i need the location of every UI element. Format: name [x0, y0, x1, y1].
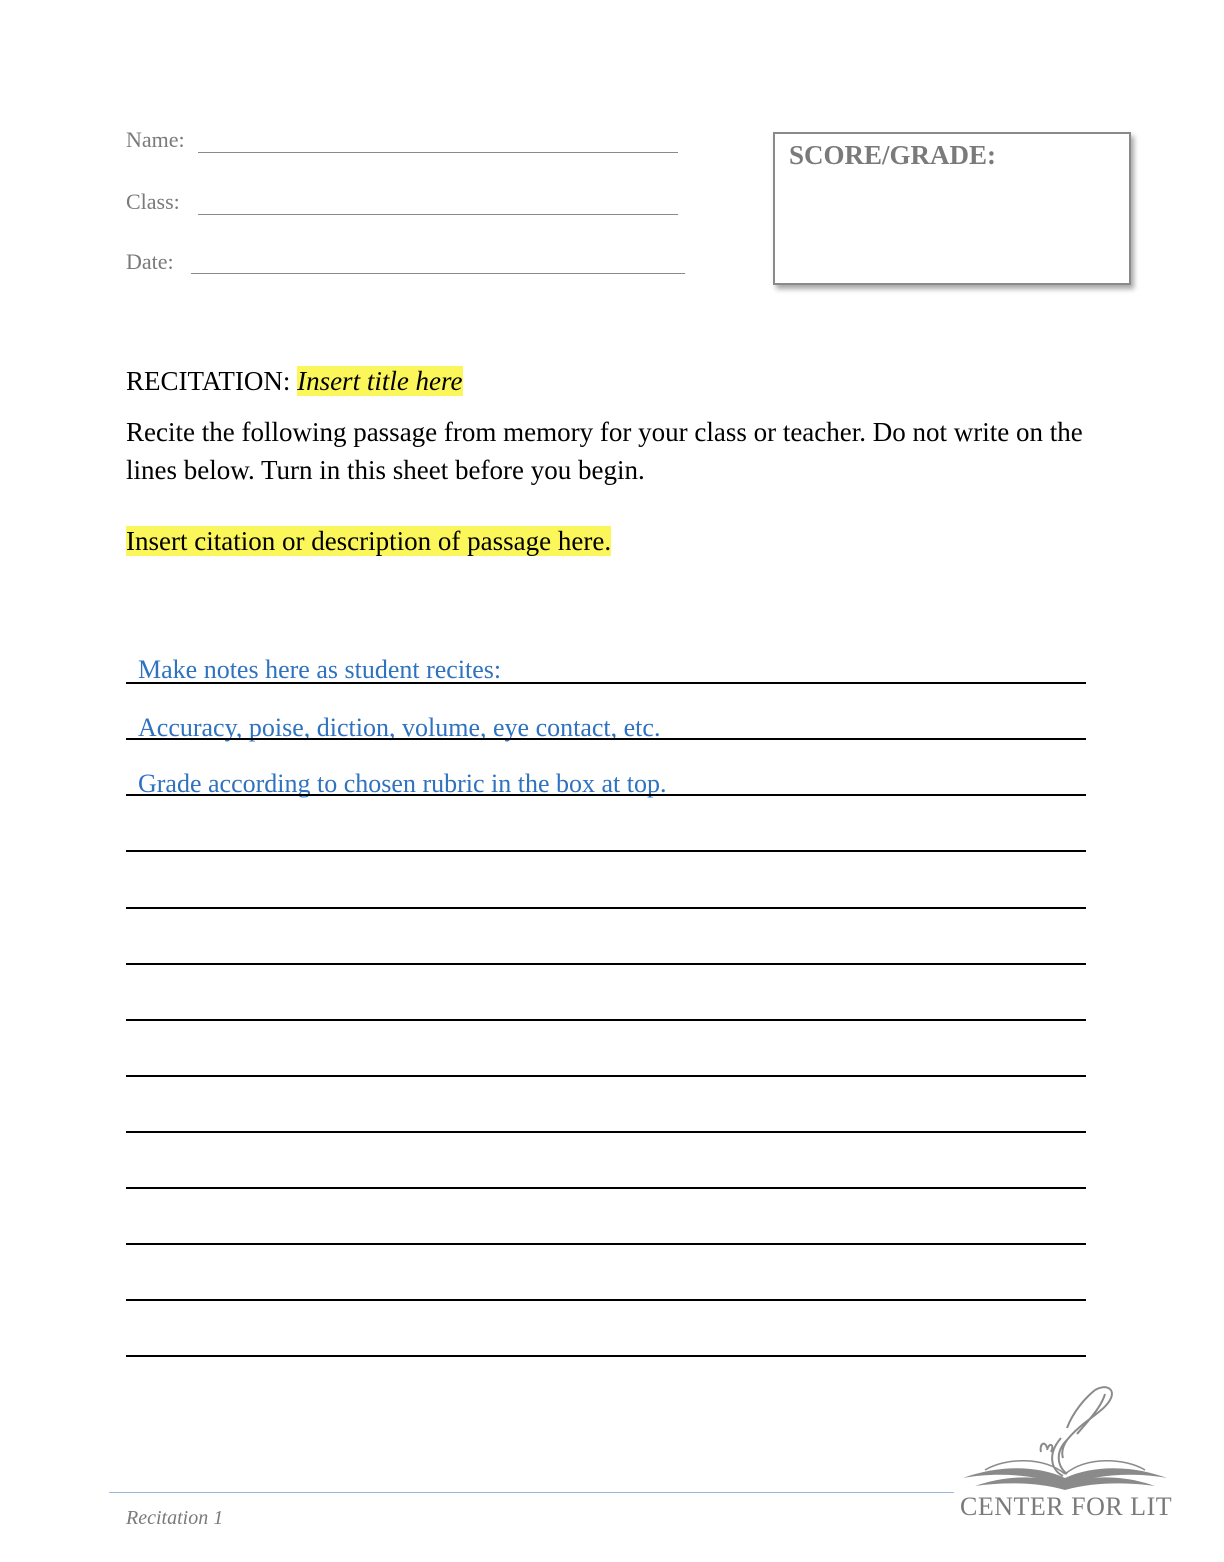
- recitation-heading-prefix: RECITATION:: [126, 366, 298, 396]
- citation-placeholder-text: Insert citation or description of passage here.: [126, 526, 612, 556]
- writing-line: [126, 682, 1086, 684]
- recitation-title-placeholder[interactable]: Insert title here: [297, 366, 463, 396]
- writing-line: [126, 794, 1086, 796]
- writing-line: [126, 1355, 1086, 1357]
- writing-line: [126, 1187, 1086, 1189]
- citation-placeholder[interactable]: [126, 524, 611, 558]
- footer-divider: [109, 1492, 954, 1493]
- logo-text: CENTER FOR LIT: [960, 1492, 1173, 1521]
- date-label: Date:: [126, 249, 174, 274]
- writing-line: [126, 907, 1086, 909]
- note-line-1: Make notes here as student recites:: [138, 655, 502, 684]
- writing-line: [126, 738, 1086, 740]
- score-grade-box[interactable]: [773, 132, 1131, 285]
- name-field[interactable]: [198, 152, 678, 153]
- writing-line: [126, 850, 1086, 852]
- writing-line: [126, 1131, 1086, 1133]
- writing-line: [126, 963, 1086, 965]
- recitation-instructions: Recite the following passage from memory for your class or teacher. Do not write on the lines below. Turn in this sheet before you begin.: [126, 417, 1083, 485]
- note-line-3: Grade according to chosen rubric in the box at top.: [138, 769, 667, 798]
- class-label: Class:: [126, 189, 180, 214]
- writing-line: [126, 1243, 1086, 1245]
- name-label: Name:: [126, 127, 185, 152]
- recitation-heading: [126, 364, 463, 398]
- note-line-2: Accuracy, poise, diction, volume, eye contact, etc.: [138, 713, 661, 742]
- footer-page-label: Recitation 1: [126, 1507, 224, 1529]
- writing-line: [126, 1075, 1086, 1077]
- score-grade-label: SCORE/GRADE:: [789, 140, 997, 170]
- date-field[interactable]: [191, 273, 685, 274]
- writing-line: [126, 1299, 1086, 1301]
- class-field[interactable]: [198, 214, 678, 215]
- writing-line: [126, 1019, 1086, 1021]
